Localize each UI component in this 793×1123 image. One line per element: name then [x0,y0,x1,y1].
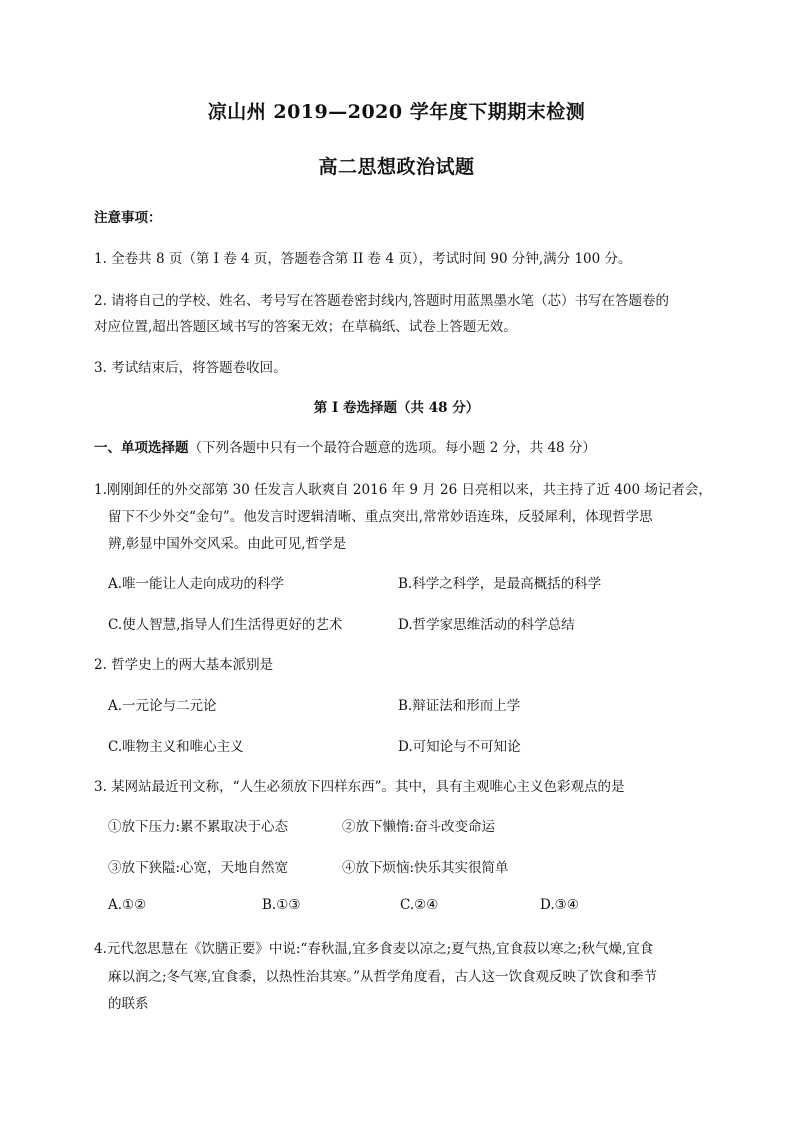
q3-option-a: A.①② [108,897,147,913]
q1-option-c: C.使人智慧,指导人们生活得更好的艺术 [108,617,343,633]
q3-statement-1: ①放下压力:累不累取决于心态 [108,819,289,835]
q4-line-2: 麻以润之;冬气寒,宜食黍，以热性治其寒。”从哲学角度看，古人这一饮食观反映了饮食和季节 [108,969,657,985]
q3-option-d: D.③④ [540,897,579,913]
part-heading [94,436,596,456]
q1-option-d: D.哲学家思维活动的科学总结 [398,617,575,633]
q1-line-1: 1.刚刚卸任的外交部第 30 任发言人耿爽自 2016 年 9 月 26 日亮相以来，共主持了近 400 场记者会， [94,482,712,498]
q2-option-d: D.可知论与不可知论 [398,739,521,755]
notice-item-1: 1. 全卷共 8 页（第 I 卷 4 页，答题卷含第 II 卷 4 页），考试时间 90 分钟,满分 100 分。 [94,251,632,267]
q3-option-c: C.②④ [400,897,439,913]
notice-heading: 注意事项： [94,210,162,226]
q3-line-1: 3. 某网站最近刊文称，“人生必须放下四样东西”。其中，具有主观唯心主义色彩观点的是 [94,779,625,795]
notice-item-3: 3. 考试结束后，将答题卷收回。 [94,360,287,376]
part-label: 一、单项选择题 [94,440,189,456]
q1-line-2: 留下不少外交“金句”。他发言时逻辑清晰、重点突出,常常妙语连珠，反驳犀利，体现哲学思 [108,509,653,525]
exam-subtitle: 高二思想政治试题 [318,156,475,178]
notice-item-2-line-2: 对应位置,超出答题区域书写的答案无效；在草稿纸、试卷上答题无效。 [94,319,517,335]
q2-option-b: B.辩证法和形而上学 [398,698,521,714]
q3-option-b: B.①③ [262,897,301,913]
q1-option-b: B.科学之科学，是最高概括的科学 [398,576,602,592]
q2-line-1: 2. 哲学史上的两大基本派别是 [94,657,274,673]
q4-line-1: 4.元代忽思慧在《饮膳正要》中说:“春秋温,宜多食麦以凉之;夏气热,宜食菽以寒之;秋气燥,宜食 [94,941,654,957]
notice-item-2-line-1: 2. 请将自己的学校、姓名、考号写在答题卷密封线内,答题时用蓝黑墨水笔（芯）书写在答题卷的 [94,293,669,309]
exam-title: 凉山州 2019—2020 学年度下期期末检测 [207,101,586,123]
q1-line-3: 辨,彰显中国外交风采。由此可见,哲学是 [108,536,347,552]
q3-statement-4: ④放下烦恼:快乐其实很简单 [342,860,509,876]
section-title: 第 I 卷选择题（共 48 分） [313,400,480,416]
q3-statement-2: ②放下懒惰:奋斗改变命运 [342,819,496,835]
q4-line-3: 的联系 [108,996,149,1012]
q2-option-c: C.唯物主义和唯心主义 [108,739,244,755]
q2-option-a: A.一元论与二元论 [108,698,217,714]
q1-option-a: A.唯一能让人走向成功的科学 [108,576,285,592]
q3-statement-3: ③放下狭隘:心宽，天地自然宽 [108,860,289,876]
part-note: （下列各题中只有一个最符合题意的选项。每小题 2 分，共 48 分） [188,440,596,456]
